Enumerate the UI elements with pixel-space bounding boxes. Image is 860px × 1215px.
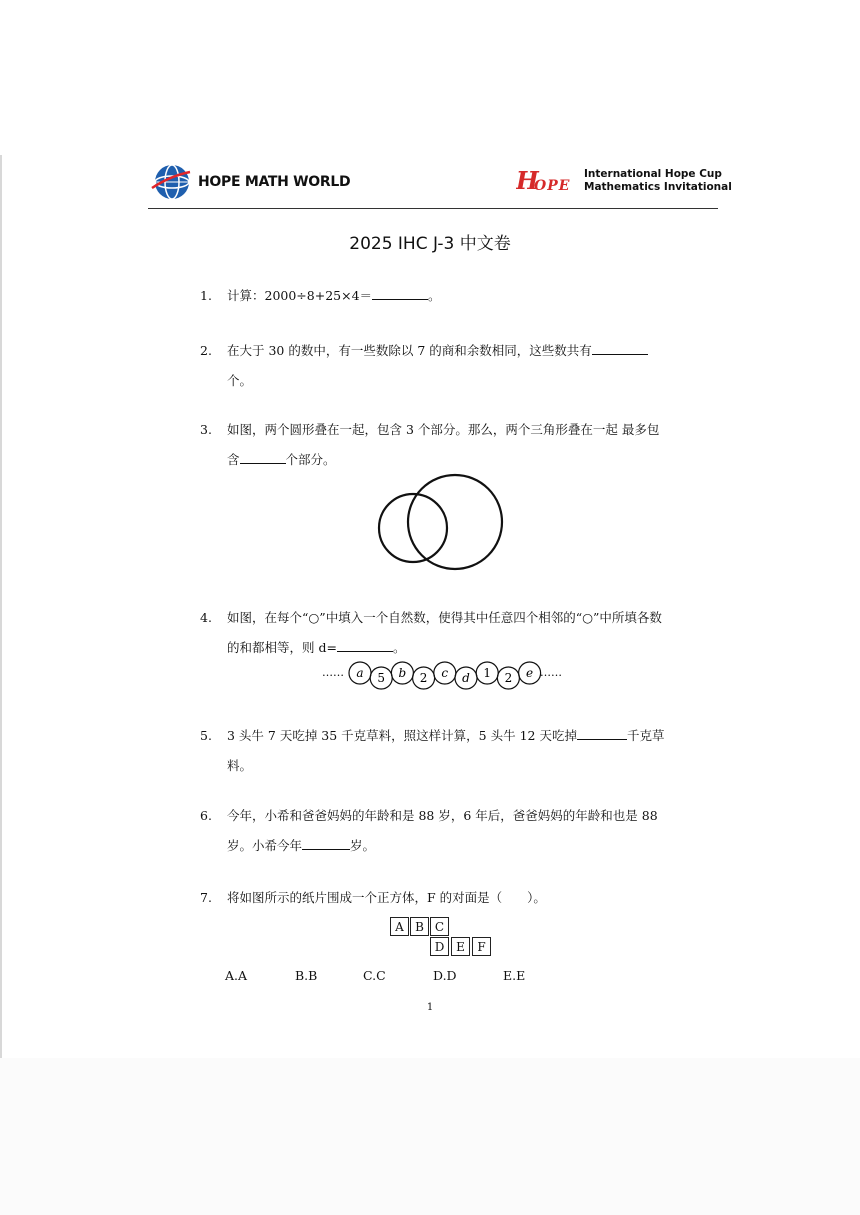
chain-circle-label: e [526, 666, 534, 680]
chain-circle-label: 2 [419, 671, 428, 685]
answer-blank[interactable] [240, 449, 286, 464]
globe-icon [150, 162, 192, 202]
question-tail: 个部分。 [285, 452, 336, 467]
answer-blank[interactable] [592, 340, 648, 355]
question-tail: 岁。 [350, 838, 376, 853]
net-square-f: F [472, 937, 491, 956]
net-square-b: B [410, 917, 429, 936]
option-e[interactable]: E.E [503, 968, 526, 983]
circle-chain-figure [320, 660, 565, 694]
question-4 [200, 603, 670, 663]
question-tail: 。 [428, 288, 441, 303]
small-circle [379, 494, 447, 562]
question-text: 将如图所示的纸片围成一个正方体，F 的对面是（ ）。 [227, 890, 546, 905]
overlapping-circles-figure [375, 470, 510, 575]
question-number: 6. [200, 808, 212, 823]
question-6 [200, 801, 670, 861]
question-number: 2. [200, 343, 212, 358]
option-d[interactable]: D.D [433, 968, 457, 983]
answer-blank[interactable] [302, 835, 350, 850]
right-brand-line1: International Hope Cup [584, 168, 722, 180]
question-7 [200, 883, 670, 913]
chain-circles [349, 662, 541, 689]
chain-circle-label: 2 [504, 671, 513, 685]
question-number: 4. [200, 610, 212, 625]
net-square-e: E [451, 937, 470, 956]
hope-cup-logo [516, 166, 732, 196]
question-tail: 个。 [227, 373, 253, 388]
right-brand-line2: Mathematics Invitational [584, 181, 732, 193]
question-number: 7. [200, 890, 212, 905]
left-brand-name: HOPE MATH WORLD [198, 174, 351, 190]
chain-circle-label: a [356, 666, 364, 680]
net-square-a: A [390, 917, 409, 936]
question-text: 3 头牛 7 天吃掉 35 千克草料，照这样计算，5 头牛 12 天吃掉 [227, 728, 577, 743]
chain-circle-label: 5 [377, 671, 386, 685]
question-text: 今年，小希和爸爸妈妈的年龄和是 88 岁，6 年后，爸爸妈妈的年龄和也是 88 岁。小希今年 [227, 808, 658, 853]
svg-text:OPE: OPE [534, 178, 571, 194]
large-circle [408, 475, 502, 569]
option-a[interactable]: A.A [225, 968, 248, 983]
option-c[interactable]: C.C [363, 968, 386, 983]
answer-blank[interactable] [372, 285, 428, 300]
question-text: 如图，两个圆形叠在一起，包含 3 个部分。那么，两个三角形叠在一起 最多包含 [227, 422, 660, 467]
header-divider [148, 208, 718, 209]
answer-blank[interactable] [577, 725, 627, 740]
chain-circle-label: 1 [483, 666, 492, 680]
answer-blank[interactable] [337, 637, 393, 652]
question-text: 如图，在每个“○”中填入一个自然数，使得其中任意四个相邻的“○”中所填各数的和都相等，则 d= [227, 610, 662, 655]
chain-ellipsis-left: …… [322, 666, 344, 679]
question-2 [200, 336, 670, 396]
question-tail: 千克草料。 [227, 728, 665, 773]
net-square-c: C [430, 917, 449, 936]
net-square-d: D [430, 937, 449, 956]
question-text: 在大于 30 的数中，有一些数除以 7 的商和余数相同，这些数共有 [227, 343, 592, 358]
hope-wordmark [516, 166, 578, 196]
question-text: 计算：2000÷8+25×4＝ [227, 288, 373, 303]
page-title: 2025 IHC J-3 中文卷 [349, 234, 511, 254]
page-bottom-margin [0, 1058, 860, 1215]
question-1 [200, 281, 670, 311]
option-b[interactable]: B.B [295, 968, 318, 983]
question-tail: 。 [392, 640, 406, 655]
svg-text:H: H [516, 166, 539, 195]
question-number: 5. [200, 728, 212, 743]
chain-circle-label: d [462, 671, 470, 685]
page-number: 1 [426, 1002, 434, 1013]
scan-edge [0, 155, 2, 1060]
chain-ellipsis-right: …… [540, 666, 562, 679]
question-5 [200, 721, 670, 781]
chain-circle-label: b [398, 666, 407, 680]
question-number: 3. [200, 422, 212, 437]
chain-circle-label: c [441, 666, 449, 680]
question-number: 1. [200, 288, 212, 303]
hope-math-world-logo [150, 162, 350, 202]
question-3 [200, 415, 670, 475]
